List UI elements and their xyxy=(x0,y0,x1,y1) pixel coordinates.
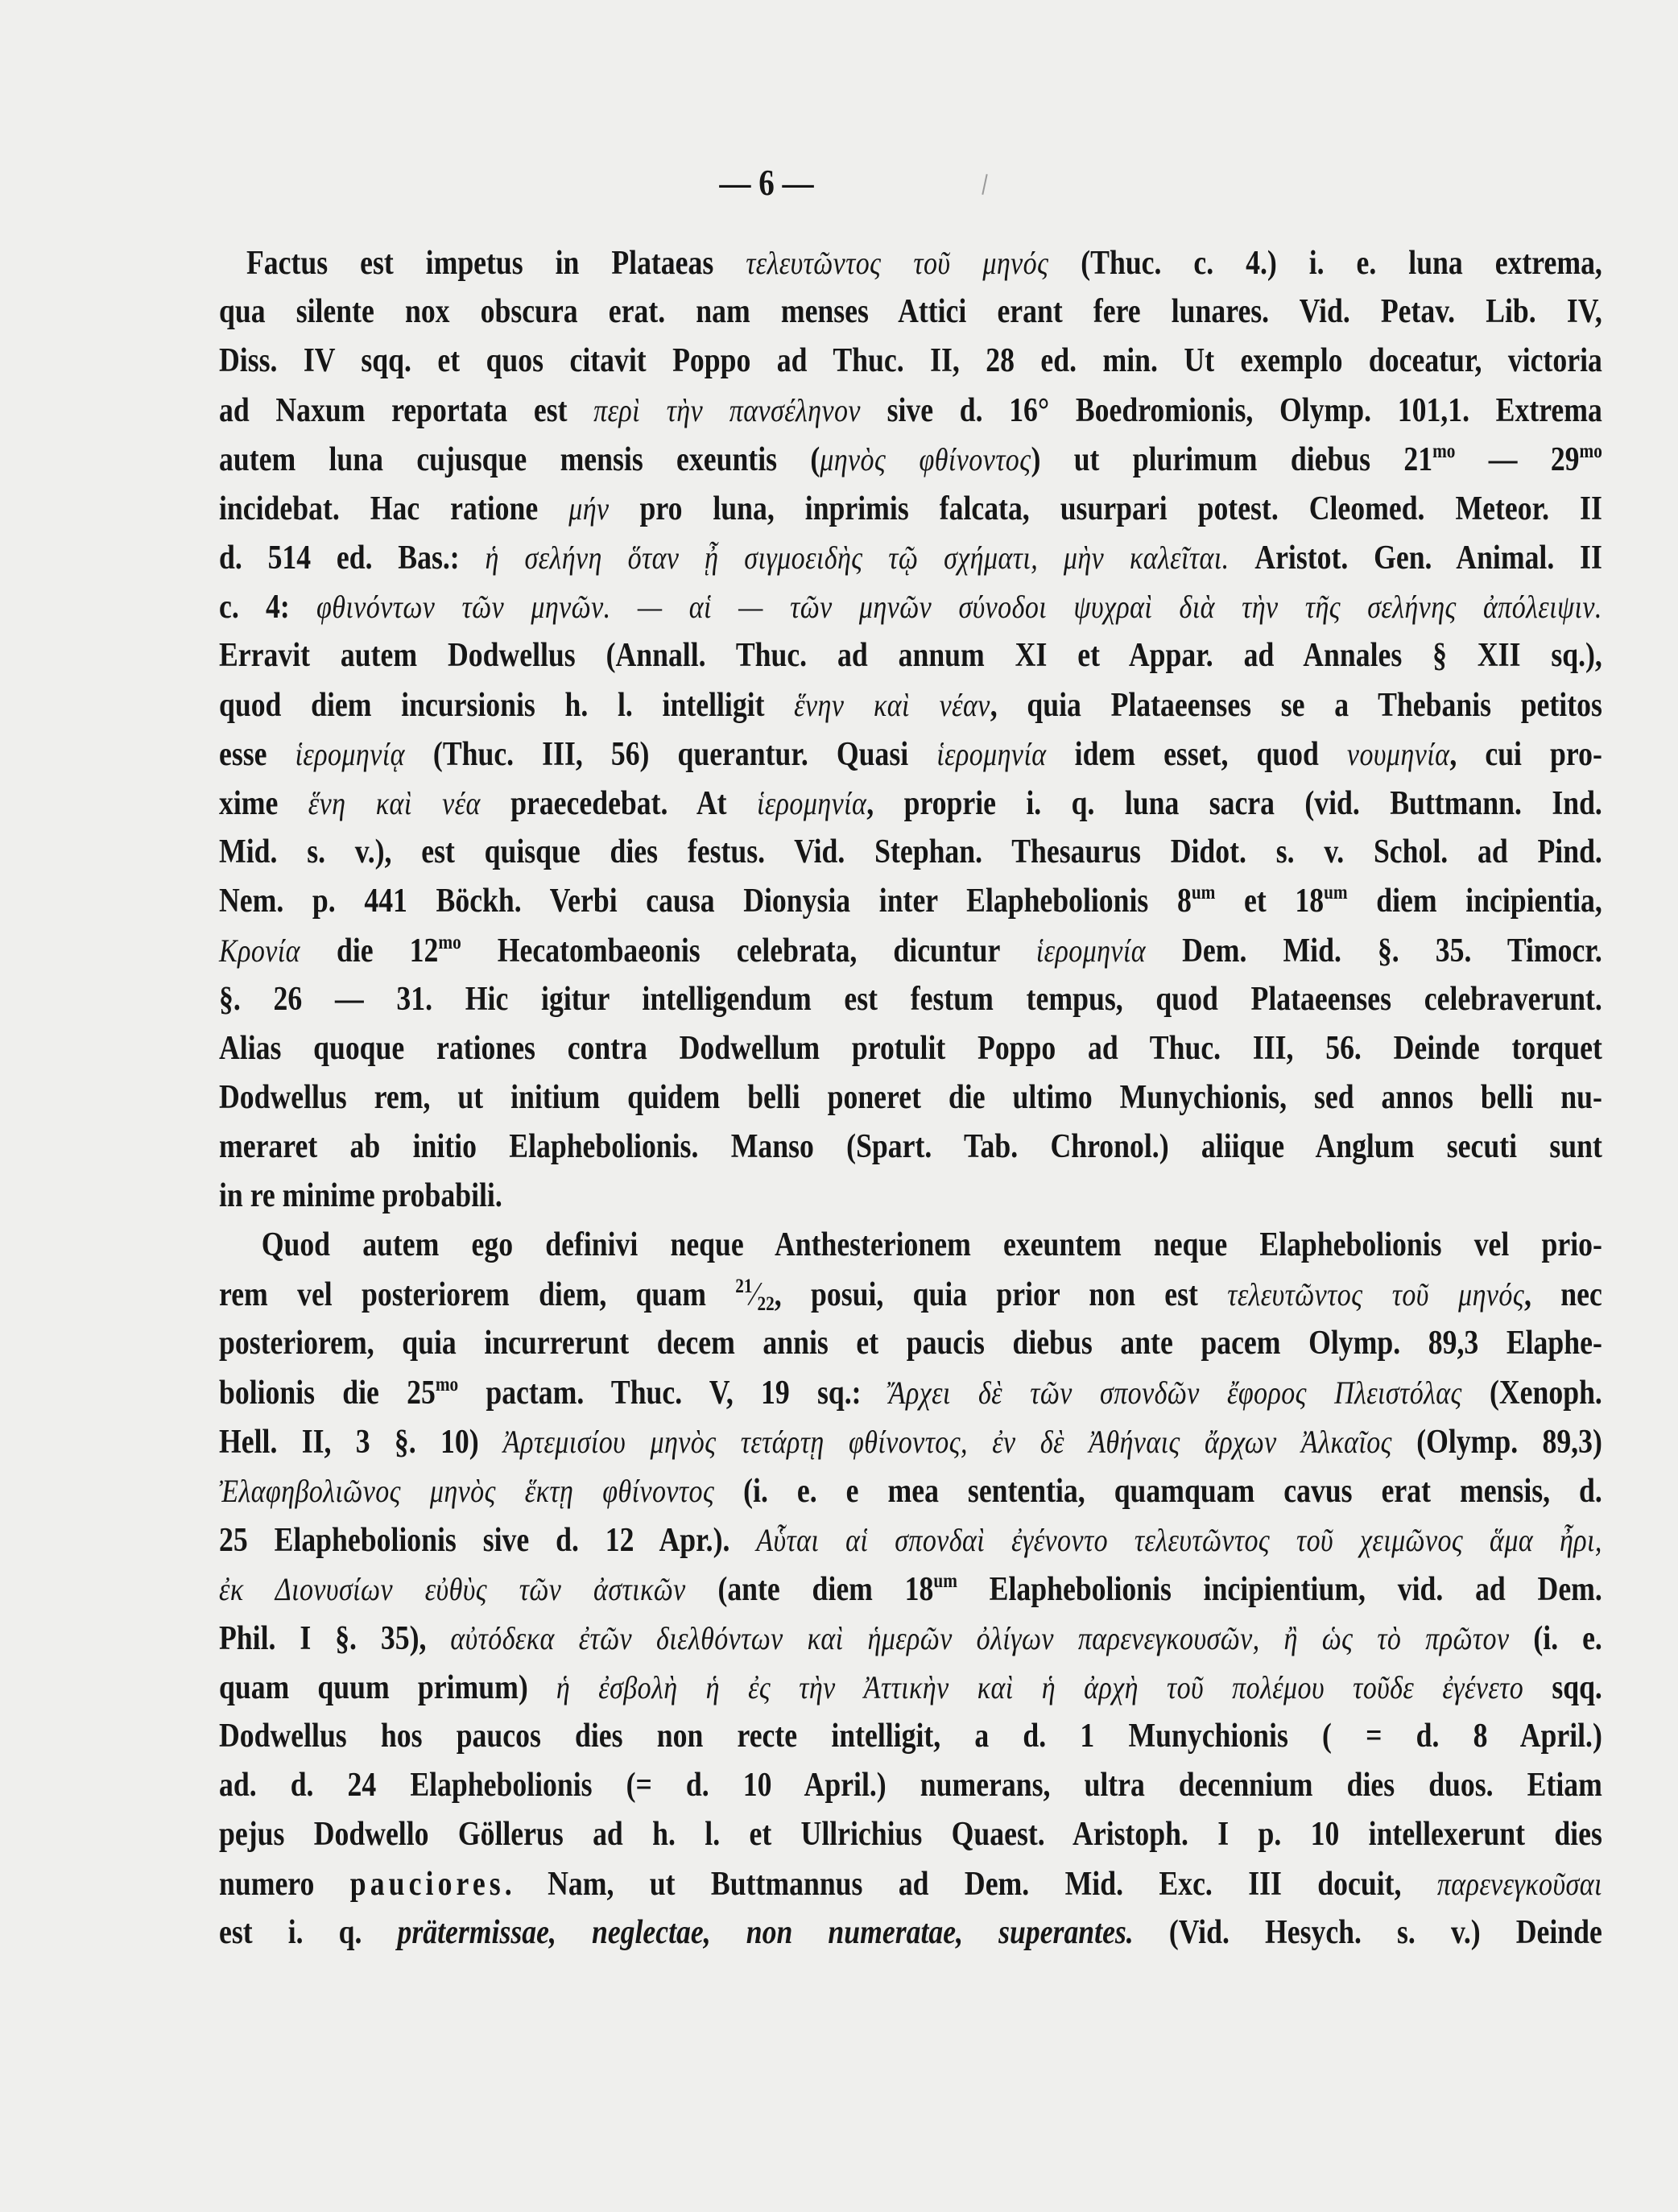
latin-text: pro luna, inprimis falcata, usurpari potest. Cleomed. Meteor. II xyxy=(609,490,1602,527)
latin-text: §. 26 — 31. Hic igitur intelligendum est festum tempus, quod Plataeenses celebraverunt. xyxy=(219,981,1602,1018)
text-line xyxy=(219,1172,1602,1221)
greek-text: ἱερομηνία xyxy=(756,785,867,821)
greek-text: ἕνη καὶ νέα xyxy=(308,785,481,821)
greek-text: Αὗται αἱ σπονδαὶ ἐγένοντο τελευτῶντος τοῦ χειμῶνος ἅμα ἦρι, xyxy=(756,1522,1602,1558)
latin-text: bolionis die 25 xyxy=(219,1375,436,1412)
latin-text: Factus est impetus in Plataeas xyxy=(246,245,746,282)
latin-text: Diss. IV sqq. et quos citavit Poppo ad Thuc. II, 28 ed. min. Ut exemplo doceatur, victoria xyxy=(219,342,1602,379)
text-line xyxy=(219,631,1602,680)
latin-text: (Olymp. 89,3) xyxy=(1391,1424,1602,1461)
text-line xyxy=(219,1565,1602,1614)
fraction-slash: ⁄ xyxy=(752,1276,758,1313)
text-line xyxy=(219,337,1602,386)
text-line xyxy=(219,1319,1602,1368)
latin-text: 25 Elaphebolionis sive d. 12 Apr.). xyxy=(219,1522,757,1559)
latin-text: incidebat. Hac ratione xyxy=(219,490,569,527)
latin-text: quod diem incursionis h. l. intelligit xyxy=(219,687,795,724)
latin-text: Elaphebolionis incipientium, vid. ad Dem. xyxy=(957,1571,1602,1608)
greek-text: ἡ σελήνη ὅταν ᾖ σιγμοειδὴς τῷ σχήματι, μὴν καλεῖται. xyxy=(485,540,1230,576)
latin-text: , proprie i. q. luna sacra (vid. Buttmann. Ind. xyxy=(866,785,1602,822)
latin-text: diem incipientia, xyxy=(1347,883,1602,920)
text-line xyxy=(219,1761,1602,1810)
superscript: mo xyxy=(438,932,461,953)
greek-text: νουμηνία xyxy=(1346,736,1450,772)
text-line xyxy=(219,1368,1602,1417)
text-line xyxy=(219,1515,1602,1565)
latin-text: in re minime probabili. xyxy=(219,1177,502,1214)
spaced-text: pauciores xyxy=(349,1866,505,1903)
text-line xyxy=(219,1663,1602,1712)
latin-text: — 29 xyxy=(1455,441,1580,478)
text-line xyxy=(219,1908,1602,1958)
text-line xyxy=(219,926,1602,975)
latin-text: Erravit autem Dodwellus (Annall. Thuc. ad annum XI et Appar. ad Annales § XII sq.), xyxy=(219,637,1602,674)
text-line xyxy=(219,1810,1602,1859)
text-line xyxy=(219,1417,1602,1466)
greek-text: φθινόντων τῶν μηνῶν. — αἱ — τῶν μηνῶν σύνοδοι ψυχραὶ διὰ τὴν τῆς σελήνης ἀπόλειψιν. xyxy=(316,589,1602,625)
text-line xyxy=(219,1024,1602,1073)
page-number: — 6 — xyxy=(719,162,814,203)
text-line xyxy=(219,1123,1602,1172)
superscript: mo xyxy=(1579,440,1602,462)
latin-text: quam quum primum) xyxy=(219,1669,556,1706)
greek-text: αὐτόδεκα ἐτῶν διελθόντων καὶ ἡμερῶν ὀλίγων παρενεγκουσῶν, ἢ ὡς τὸ πρῶτον xyxy=(450,1620,1510,1656)
latin-text: posteriorem, quia incurrerunt decem annis et paucis diebus ante pacem Olymp. 89,3 Elaphe- xyxy=(219,1325,1602,1362)
document-body xyxy=(219,238,1678,1958)
text-line xyxy=(219,1466,1602,1515)
subscript: 22 xyxy=(757,1293,775,1315)
latin-text: , posui, quia prior non est xyxy=(774,1276,1228,1313)
latin-text: Phil. I §. 35), xyxy=(219,1620,451,1657)
text-line xyxy=(219,1221,1602,1270)
text-line xyxy=(219,877,1602,926)
paragraph xyxy=(219,1221,1678,1958)
latin-text: c. 4: xyxy=(219,589,317,626)
text-line xyxy=(219,730,1602,779)
greek-text: ἡ ἐσβολὴ ἡ ἐς τὴν Ἀττικὴν καὶ ἡ ἀρχὴ τοῦ πολέμου τοῦδε ἐγένετο xyxy=(556,1669,1524,1706)
text-line xyxy=(219,238,1602,287)
text-line xyxy=(219,1270,1602,1319)
text-line xyxy=(219,680,1602,730)
greek-text: μηνὸς φθίνοντος xyxy=(820,441,1031,478)
text-line xyxy=(219,287,1602,337)
greek-text: ἱερομηνίᾳ xyxy=(295,736,405,772)
latin-text: Aristot. Gen. Animal. II xyxy=(1229,540,1602,577)
text-line xyxy=(219,435,1602,484)
superscript: mo xyxy=(435,1374,459,1395)
text-line xyxy=(219,533,1602,582)
superscript: 21 xyxy=(735,1276,753,1297)
text-line xyxy=(219,1614,1602,1663)
superscript: mo xyxy=(1432,440,1456,462)
latin-text: idem esset, quod xyxy=(1046,736,1347,773)
latin-text: est i. q. xyxy=(219,1914,398,1951)
greek-text: τελευτῶντος τοῦ μηνός xyxy=(1227,1276,1525,1313)
latin-text: Hecatombaeonis celebrata, dicuntur xyxy=(461,932,1036,970)
latin-text: . Nam, ut Buttmannus ad Dem. Mid. Exc. III docuit, xyxy=(504,1866,1437,1903)
latin-text: (ante diem 18 xyxy=(685,1571,934,1608)
superscript: um xyxy=(933,1570,957,1592)
latin-text: pactam. Thuc. V, 19 sq.: xyxy=(458,1375,889,1412)
latin-text: die 12 xyxy=(300,932,439,970)
text-line xyxy=(219,1073,1602,1123)
text-line xyxy=(219,1859,1602,1908)
latin-text: (Xenoph. xyxy=(1461,1375,1602,1412)
latin-text: d. 514 ed. Bas.: xyxy=(219,540,486,577)
latin-text: qua silente nox obscura erat. nam menses Attici erant fere lunares. Vid. Petav. Lib. IV, xyxy=(219,293,1602,330)
greek-text: μήν xyxy=(568,490,610,527)
latin-text: xime xyxy=(219,785,308,822)
latin-text: Quod autem ego definivi neque Anthesterionem exeuntem neque Elaphebolionis vel prio- xyxy=(261,1226,1602,1263)
greek-text: ἱερομηνία xyxy=(936,736,1047,772)
greek-text: ἕνην καὶ νέαν xyxy=(794,687,990,723)
latin-text: (Vid. Hesych. s. v.) Deinde xyxy=(1133,1914,1602,1951)
latin-text: Dem. Mid. §. 35. Timocr. xyxy=(1146,932,1602,970)
paragraph xyxy=(219,238,1678,1221)
text-line xyxy=(219,386,1602,435)
greek-text: παρενεγκοῦσαι xyxy=(1436,1866,1602,1902)
greek-text: περὶ τὴν πανσέληνον xyxy=(593,392,861,428)
latin-text: sqq. xyxy=(1523,1669,1602,1706)
latin-text: ad. d. 24 Elaphebolionis (= d. 10 April.) numerans, ultra decennium dies duos. Etiam xyxy=(219,1767,1602,1804)
latin-text: esse xyxy=(219,736,296,773)
latin-text: Nem. p. 441 Böckh. Verbi causa Dionysia inter Elaphebolionis 8 xyxy=(219,883,1192,920)
latin-text: rem vel posteriorem diem, quam xyxy=(219,1276,736,1313)
text-line xyxy=(219,1712,1602,1761)
latin-text: Mid. s. v.), est quisque dies festus. Vid. Stephan. Thesaurus Didot. s. v. Schol. ad Pind. xyxy=(219,833,1602,870)
greek-text: τελευτῶντος τοῦ μηνός xyxy=(746,245,1049,281)
italic-text: prätermissae, neglectae, non numeratae, superantes. xyxy=(397,1914,1134,1951)
latin-text: praecedebat. At xyxy=(480,785,757,822)
superscript: um xyxy=(1191,882,1216,903)
latin-text: Dodwellus rem, ut initium quidem belli poneret die ultimo Munychionis, sed annos belli nu- xyxy=(219,1079,1602,1116)
text-line xyxy=(219,582,1602,631)
latin-text: , nec xyxy=(1524,1276,1602,1313)
latin-text: (i. e. xyxy=(1509,1620,1602,1657)
greek-text: Ἄρχει δὲ τῶν σπονδῶν ἔφορος Πλειστόλας xyxy=(888,1375,1462,1411)
latin-text: Alias quoque rationes contra Dodwellum protulit Poppo ad Thuc. III, 56. Deinde torquet xyxy=(219,1030,1602,1067)
latin-text: ) ut plurimum diebus 21 xyxy=(1031,441,1433,478)
latin-text: sive d. 16° Boedromionis, Olymp. 101,1. Extrema xyxy=(860,392,1602,429)
latin-text: ad Naxum reportata est xyxy=(219,392,594,429)
latin-text: , cui pro- xyxy=(1449,736,1602,773)
text-line xyxy=(219,484,1602,533)
latin-text: (Thuc. III, 56) querantur. Quasi xyxy=(404,736,937,773)
latin-text: , quia Plataeenses se a Thebanis petitos xyxy=(990,687,1602,724)
latin-text: (Thuc. c. 4.) i. e. luna extrema, xyxy=(1048,245,1602,282)
text-line xyxy=(219,828,1602,877)
greek-text: ἱερομηνία xyxy=(1035,932,1147,969)
greek-text: ἐκ Διονυσίων εὐθὺς τῶν ἀστικῶν xyxy=(219,1571,686,1607)
latin-text: numero xyxy=(219,1866,350,1903)
greek-text: Κρονία xyxy=(219,932,300,969)
greek-text: Ἐλαφηβολιῶνος μηνὸς ἕκτῃ φθίνοντος xyxy=(219,1473,715,1509)
latin-text: Dodwellus hos paucos dies non recte intelligit, a d. 1 Munychionis ( = d. 8 April.) xyxy=(219,1718,1602,1755)
latin-text: meraret ab initio Elaphebolionis. Manso (Spart. Tab. Chronol.) aliique Anglum secuti sunt xyxy=(219,1128,1602,1165)
text-line xyxy=(219,975,1602,1024)
latin-text: (i. e. e mea sententia, quamquam cavus erat mensis, d. xyxy=(714,1473,1602,1510)
greek-text: Ἀρτεμισίου μηνὸς τετάρτῃ φθίνοντος, ἐν δὲ Ἀθήναις ἄρχων Ἀλκαῖος xyxy=(502,1424,1392,1460)
latin-text: Hell. II, 3 §. 10) xyxy=(219,1424,503,1461)
latin-text: autem luna cujusque mensis exeuntis ( xyxy=(219,441,820,478)
superscript: um xyxy=(1324,882,1348,903)
latin-text: pejus Dodwello Göllerus ad h. l. et Ullrichius Quaest. Aristoph. I p. 10 intellexerunt dies xyxy=(219,1816,1602,1853)
text-line xyxy=(219,779,1602,828)
latin-text: et 18 xyxy=(1215,883,1325,920)
